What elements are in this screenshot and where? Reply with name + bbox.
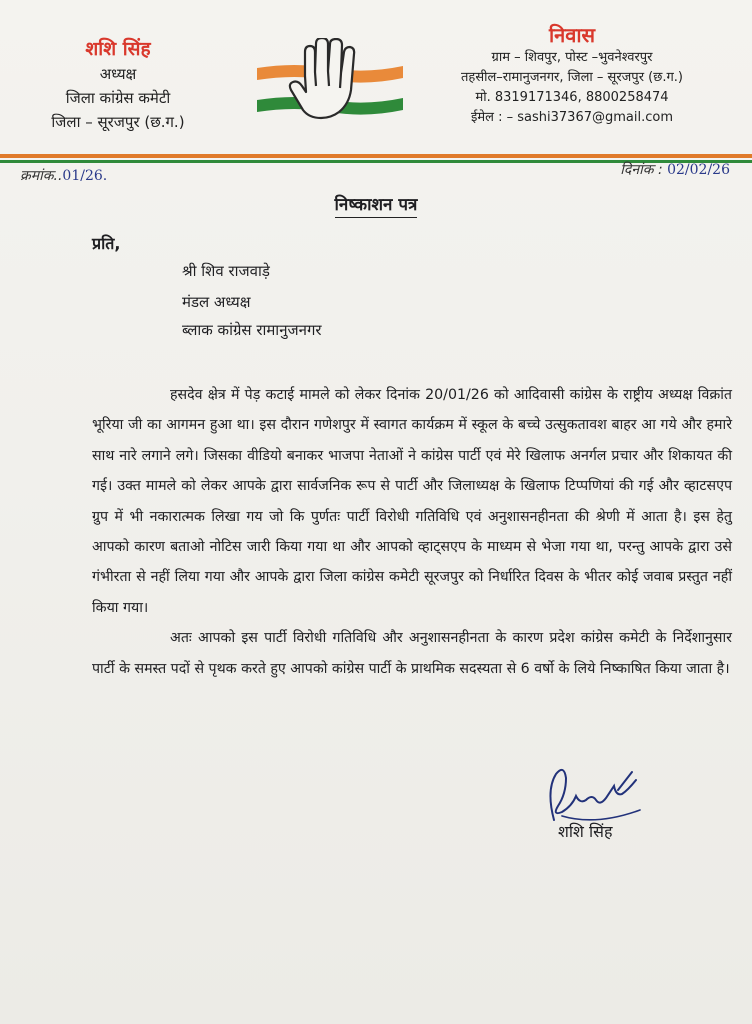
phone-numbers: मो. 8319171346, 8800258474 [475,90,669,105]
letterhead-left [28,36,208,134]
signatory-name: शशि सिंह [558,822,613,841]
sender-name: शशि सिंह [85,38,151,60]
sender-designation: अध्यक्ष [99,65,137,83]
address-line-tehsil: तहसील–रामानुजनगर, जिला – सूरजपुर (छ.ग.) [461,70,683,85]
body-paragraph-2: अतः आपको इस पार्टी विरोधी गतिविधि और अनुशासनहीनता के कारण प्रदेश कांग्रेस कमेटी के निर्देशानुसार पार्टी के समस्त पदों से पृथक करते हुए आपको कांग्रेस पार्टी के प्राथमिक सदस्यता से 6 वर्षो के लिये निष्काषित किया जाता है। [92,630,732,677]
reference-value: 01/26. [62,168,108,184]
reference-label: क्रमांक.. [20,168,63,184]
salutation: प्रति, [92,234,121,253]
residence-title: निवास [548,23,596,47]
sender-district: जिला – सूरजपुर (छ.ग.) [51,113,185,131]
congress-hand-logo-icon [255,38,405,124]
sender-organization: जिला कांग्रेस कमेटी [65,89,171,107]
recipient-name: श्री शिव राजवाड़े [182,262,270,280]
letter-subject: निष्काशन पत्र [0,192,752,215]
email-address: ईमेल : – sashi37367@gmail.com [471,110,673,125]
letter-date [620,160,730,179]
letterhead-right [422,22,722,128]
date-label: दिनांक : [620,162,663,178]
address-line-village: ग्राम – शिवपुर, पोस्ट –भुवनेश्वरपुर [491,50,653,65]
body-paragraph-1: हसदेव क्षेत्र में पेड़ कटाई मामले को लेकर दिनांक 20/01/26 को आदिवासी कांग्रेस के राष्ट्रीय अध्यक्ष विक्रांत भूरिया जी का आगमन हुआ था। इस दौरान गणेशपुर में स्वागत कार्यक्रम में स्कूल के बच्चे उत्सुकतावश बाहर आ गये और हमारे साथ नारे लगाने लगे। जिसका वीडियो बनाकर भाजपा नेताओं ने कांग्रेस पार्टी एवं मेरे खिलाफ अनर्गल प्रचार और शिकायत की गई। उक्त मामले को लेकर आपके द्वारा सार्वजनिक रूप से पार्टी और जिलाध्यक्ष के खिलाफ टिप्पणियां की गई और व्हाटसएप ग्रुप में भी नकारात्मक लिखा गय जो कि पुर्णतः पार्टी विरोधी गतिविधि एवं अनुशासनहीनता की श्रेणी में आता है। इस हेतु आपको कारण बताओ नोटिस जारी किया गया था और आपको व्हाट्सएप के माध्यम से भेजा गया था, परन्तु आपके द्वारा उसे गंभीरता से नहीं लिया गया और आपके द्वारा जिला कांग्रेस कमेटी सूरजपुर को निर्धारित दिवस के भीतर कोई जवाब प्रस्तुत नहीं किया गया। [92,387,732,616]
recipient-unit: ब्लाक कांग्रेस रामानुजनगर [182,321,322,339]
recipient-designation: मंडल अध्यक्ष [182,293,251,311]
date-value: 02/02/26 [667,162,730,178]
letter-body [92,380,732,684]
reference-number [20,166,107,185]
